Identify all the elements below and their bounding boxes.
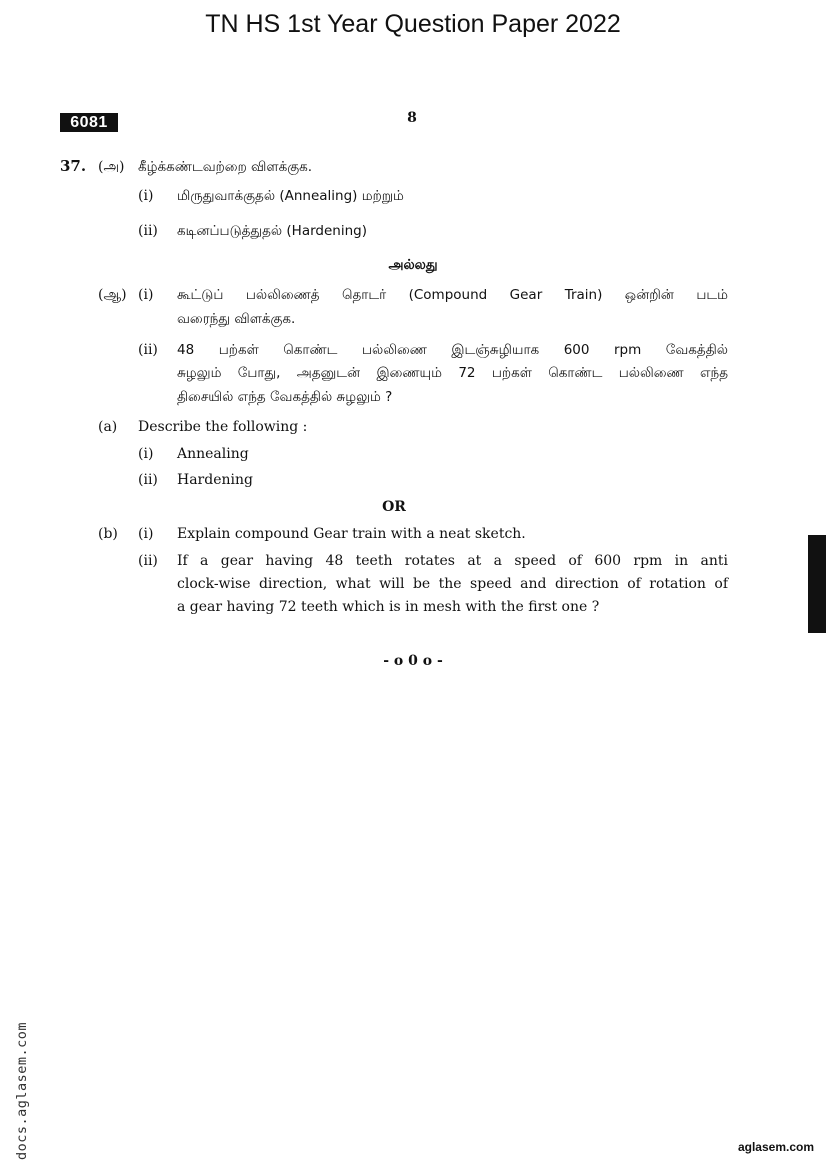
english-a-item-2-text: Hardening <box>177 472 253 488</box>
tamil-b-item-2-label: (ii) <box>138 342 158 358</box>
paper-code-badge: 6081 <box>60 113 118 132</box>
page-edge-marker <box>808 535 826 633</box>
footer-site-link[interactable]: aglasem.com <box>737 1140 814 1154</box>
english-part-b-label: (b) <box>98 526 118 542</box>
tamil-part-a-label: (அ) <box>98 159 125 175</box>
english-a-item-2-label: (ii) <box>138 472 158 488</box>
page-number: 8 <box>407 110 417 126</box>
end-of-paper-mark: - o 0 o - <box>383 653 443 669</box>
tamil-b-item-1-line-2: வரைந்து விளக்குக. <box>177 311 296 327</box>
english-b-item-1-line-1: Explain compound Gear train with a neat sketch. <box>177 526 526 542</box>
tamil-b-item-2-line-1: 48 பற்கள் கொண்ட பல்லிணை இடஞ்சுழியாக 600 rpm வேகத்தில் <box>177 342 728 358</box>
english-b-item-2-line-1: If a gear having 48 teeth rotates at a speed of 600 rpm in anti <box>177 553 728 569</box>
english-b-item-2-label: (ii) <box>138 553 158 569</box>
tamil-a-item-1-label: (i) <box>138 188 154 204</box>
tamil-or-divider: அல்லது <box>388 257 438 273</box>
tamil-b-item-1-line-1: கூட்டுப் பல்லிணைத் தொடர் (Compound Gear Train) ஒன்றின் படம் <box>177 287 728 303</box>
question-number: 37. <box>60 157 87 175</box>
english-a-item-1-text: Annealing <box>177 446 249 462</box>
english-part-a-label: (a) <box>98 419 118 435</box>
tamil-a-item-2-label: (ii) <box>138 223 158 239</box>
english-b-item-2-line-2: clock-wise direction, what will be the speed and direction of rotation of <box>177 576 728 592</box>
tamil-b-item-1-label: (i) <box>138 287 154 303</box>
english-part-a-text: Describe the following : <box>138 419 308 435</box>
tamil-b-item-2-line-2: சுழலும் போது, அதனுடன் இணையும் 72 பற்கள் கொண்ட பல்லிணை எந்த <box>177 365 728 381</box>
english-or-divider: OR <box>382 499 406 515</box>
tamil-part-b-label: (ஆ) <box>98 287 127 303</box>
english-b-item-1-label: (i) <box>138 526 154 542</box>
tamil-part-a-text: கீழ்க்கண்டவற்றை விளக்குக. <box>138 159 313 175</box>
watermark-text: docs.aglasem.com <box>14 1021 30 1160</box>
tamil-a-item-1-text: மிருதுவாக்குதல் (Annealing) மற்றும் <box>177 188 404 204</box>
english-b-item-2-line-3: a gear having 72 teeth which is in mesh with the first one ? <box>177 599 600 615</box>
tamil-a-item-2-text: கடினப்படுத்துதல் (Hardening) <box>177 223 367 239</box>
english-a-item-1-label: (i) <box>138 446 154 462</box>
page-title: TN HS 1st Year Question Paper 2022 <box>205 10 621 38</box>
tamil-b-item-2-line-3: திசையில் எந்த வேகத்தில் சுழலும் ? <box>177 389 393 405</box>
